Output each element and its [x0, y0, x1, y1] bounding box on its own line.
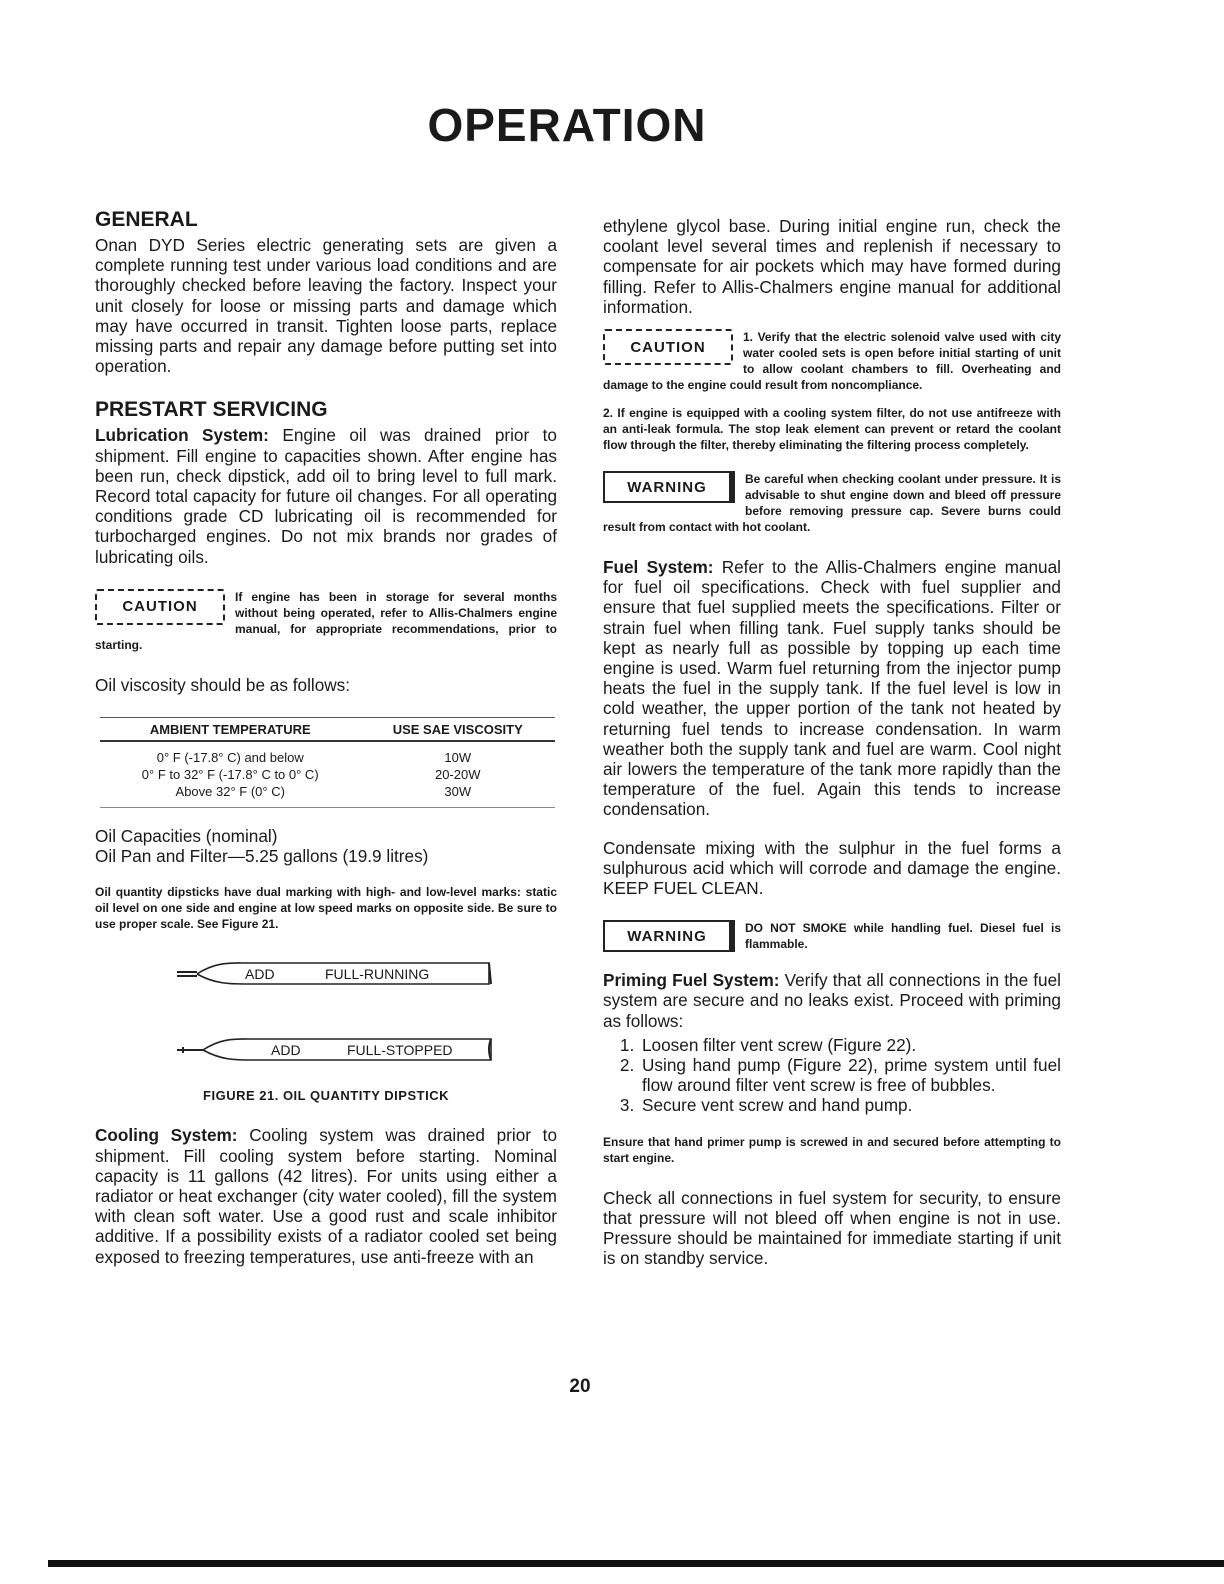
priming-steps	[603, 1035, 1061, 1116]
dipstick-running-full-label: FULL-RUNNING	[325, 966, 430, 983]
dipstick-stopped-full-label: FULL-STOPPED	[347, 1042, 453, 1059]
left-column	[95, 208, 557, 1267]
table-cell: 30W	[360, 783, 555, 808]
priming-text: Verify that all connections in the fuel system are secure and no leaks exist. Proceed with priming as follows:	[603, 970, 1061, 1031]
coolant-warning-text: Be careful when checking coolant under pressure. It is advisable to shut engine down and bleed off pressure before removing pressure cap. Severe burns could result from contact with hot coolant.	[603, 472, 1061, 535]
table-row	[100, 783, 555, 808]
capacities-line: Oil Pan and Filter—5.25 gallons (19.9 litres)	[95, 846, 429, 867]
header-ambient-temperature: AMBIENT TEMPERATURE	[100, 718, 360, 742]
priming-paragraph	[603, 970, 1061, 1031]
table-cell: 0° F to 32° F (-17.8° C to 0° C)	[141, 767, 319, 783]
primer-note: Ensure that hand primer pump is screwed in and secured before attempting to start engine.	[603, 1134, 1061, 1165]
cooling-paragraph	[95, 1125, 557, 1266]
prestart-heading: PRESTART SERVICING	[95, 398, 328, 422]
header-use-sae-viscosity: USE SAE VISCOSITY	[360, 718, 555, 742]
dipstick-running-add-label: ADD	[245, 966, 275, 983]
table-row	[100, 741, 555, 766]
table-cell: 0° F (-17.8° C) and below	[156, 750, 304, 766]
lubrication-paragraph	[95, 425, 557, 566]
warning-badge: WARNING	[603, 471, 735, 503]
cooling-text: Cooling system was drained prior to shipment. Fill cooling system before starting. Nominal capacity is 11 gallons (42 litres). For units using either a radiator or heat exchanger (city water cooled), fill the system with clean soft water. Use a good rust and scale inhibitor additive. If a possibility exists of a radiator cooled set being exposed to freezing temperatures, use anti-freeze with an	[95, 1125, 557, 1267]
dipstick-stopped-add-label: ADD	[271, 1042, 301, 1059]
warning-badge: WARNING	[603, 920, 735, 952]
table-cell: 20-20W	[434, 767, 481, 783]
dipstick-running-drawing	[175, 960, 557, 1008]
fuel-paragraph	[603, 557, 1061, 820]
lubrication-lead: Lubrication System:	[95, 425, 269, 446]
figure-caption: FIGURE 21. OIL QUANTITY DIPSTICK	[203, 1088, 449, 1104]
fuel-text: Refer to the Allis-Chalmers engine manual for fuel oil specifications. Check with fuel supplier and ensure that fuel supplied meets the specifications. Filter or strain fuel when filling tank. Fuel supply tanks should be kept as nearly full as possible by topping up each time engine is used. Warm fuel returning from the injector pump heats the fuel in the supply tank. If the fuel level is low in cold weather, the upper portion of the tank not heated by returning fuel tends to increase condensation. In warm weather both the supply tank and fuel are warm. Cool night air lowers the temperature of the tank more rapidly than the temperature of the fuel. Again this tends to increase condensation.	[603, 557, 1061, 820]
dipstick-note: Oil quantity dipsticks have dual marking with high- and low-level marks: static oil level on one side and engine at low speed marks on opposite side. Be sure to use proper scale. See Figure 21.	[95, 885, 557, 932]
viscosity-table	[100, 717, 555, 808]
smoke-warning-text: DO NOT SMOKE while handling fuel. Diesel fuel is flammable.	[745, 921, 1061, 952]
caution-badge: CAUTION	[603, 329, 733, 365]
general-heading: GENERAL	[95, 208, 198, 231]
general-text: Onan DYD Series electric generating sets are given a complete running test under various load conditions and are thoroughly checked before leaving the factory. Inspect your unit closely for loose or missing parts and damage which may have occurred in transit. Tighten loose parts, replace missing parts and repair any damage before putting set into operation.	[95, 235, 557, 377]
coolant-warning	[603, 471, 1061, 535]
cooling-lead: Cooling System:	[95, 1125, 238, 1146]
table-cell: 10W	[444, 750, 472, 766]
bottom-rule	[48, 1560, 1224, 1567]
dipstick-stopped-drawing	[175, 1036, 557, 1084]
list-item: 1. Loosen filter vent screw (Figure 22).	[639, 1035, 1061, 1055]
viscosity-header-row	[100, 718, 555, 742]
cooling-continued: ethylene glycol base. During initial engine run, check the coolant level several times and replenish if necessary to compensate for air pockets which may have formed during filling. Refer to Allis-Chalmers engine manual for additional information.	[603, 216, 1061, 317]
priming-lead: Priming Fuel System:	[603, 970, 780, 991]
solenoid-caution	[603, 329, 1061, 393]
caution-badge: CAUTION	[95, 589, 225, 625]
table-cell: Above 32° F (0° C)	[100, 783, 360, 808]
fuel-lead: Fuel System:	[603, 557, 714, 578]
viscosity-intro: Oil viscosity should be as follows:	[95, 674, 351, 695]
page-number: 20	[569, 1376, 591, 1397]
right-column	[603, 216, 1061, 1269]
list-item: 3. Secure vent screw and hand pump.	[639, 1095, 1061, 1115]
page-title: OPERATION	[427, 99, 707, 151]
storage-caution-text: If engine has been in storage for several months without being operated, refer to Allis-Chalmers engine manual, for appropriate recommendations, prior to starting.	[95, 589, 557, 652]
list-item: 2. Using hand pump (Figure 22), prime system until fuel flow around filter vent screw is free of bubbles.	[639, 1055, 1061, 1095]
capacities-heading: Oil Capacities (nominal)	[95, 826, 278, 847]
lubrication-text: Engine oil was drained prior to shipment. Fill engine to capacities shown. After engine has been run, check dipstick, add oil to bring level to full mark. Record total capacity for future oil changes. For all operating conditions grade CD lubricating oil is recommended for turbocharged engines. Do not mix brands nor grades of lubricating oils.	[95, 425, 557, 567]
storage-caution	[95, 589, 557, 653]
final-paragraph: Check all connections in fuel system for security, to ensure that pressure will not bleed off when engine is not in use. Pressure should be maintained for immediate starting if unit is on standby service.	[603, 1187, 1061, 1269]
smoke-warning	[603, 920, 1061, 952]
caution-text-1: 1. Verify that the electric solenoid valve used with city water cooled sets is open before initial starting of unit to allow coolant chambers to fill. Overheating and damage to the engine could result from noncompliance.	[603, 330, 1061, 393]
condensate-paragraph: Condensate mixing with the sulphur in the fuel forms a sulphurous acid which will corrode and damage the engine. KEEP FUEL CLEAN.	[603, 837, 1061, 899]
caution-text-2: 2. If engine is equipped with a cooling system filter, do not use antifreeze with an anti-leak formula. The stop leak element can prevent or retard the coolant flow through the filter, thereby eliminating the filtering process completely.	[603, 406, 1061, 453]
table-row	[100, 766, 555, 783]
